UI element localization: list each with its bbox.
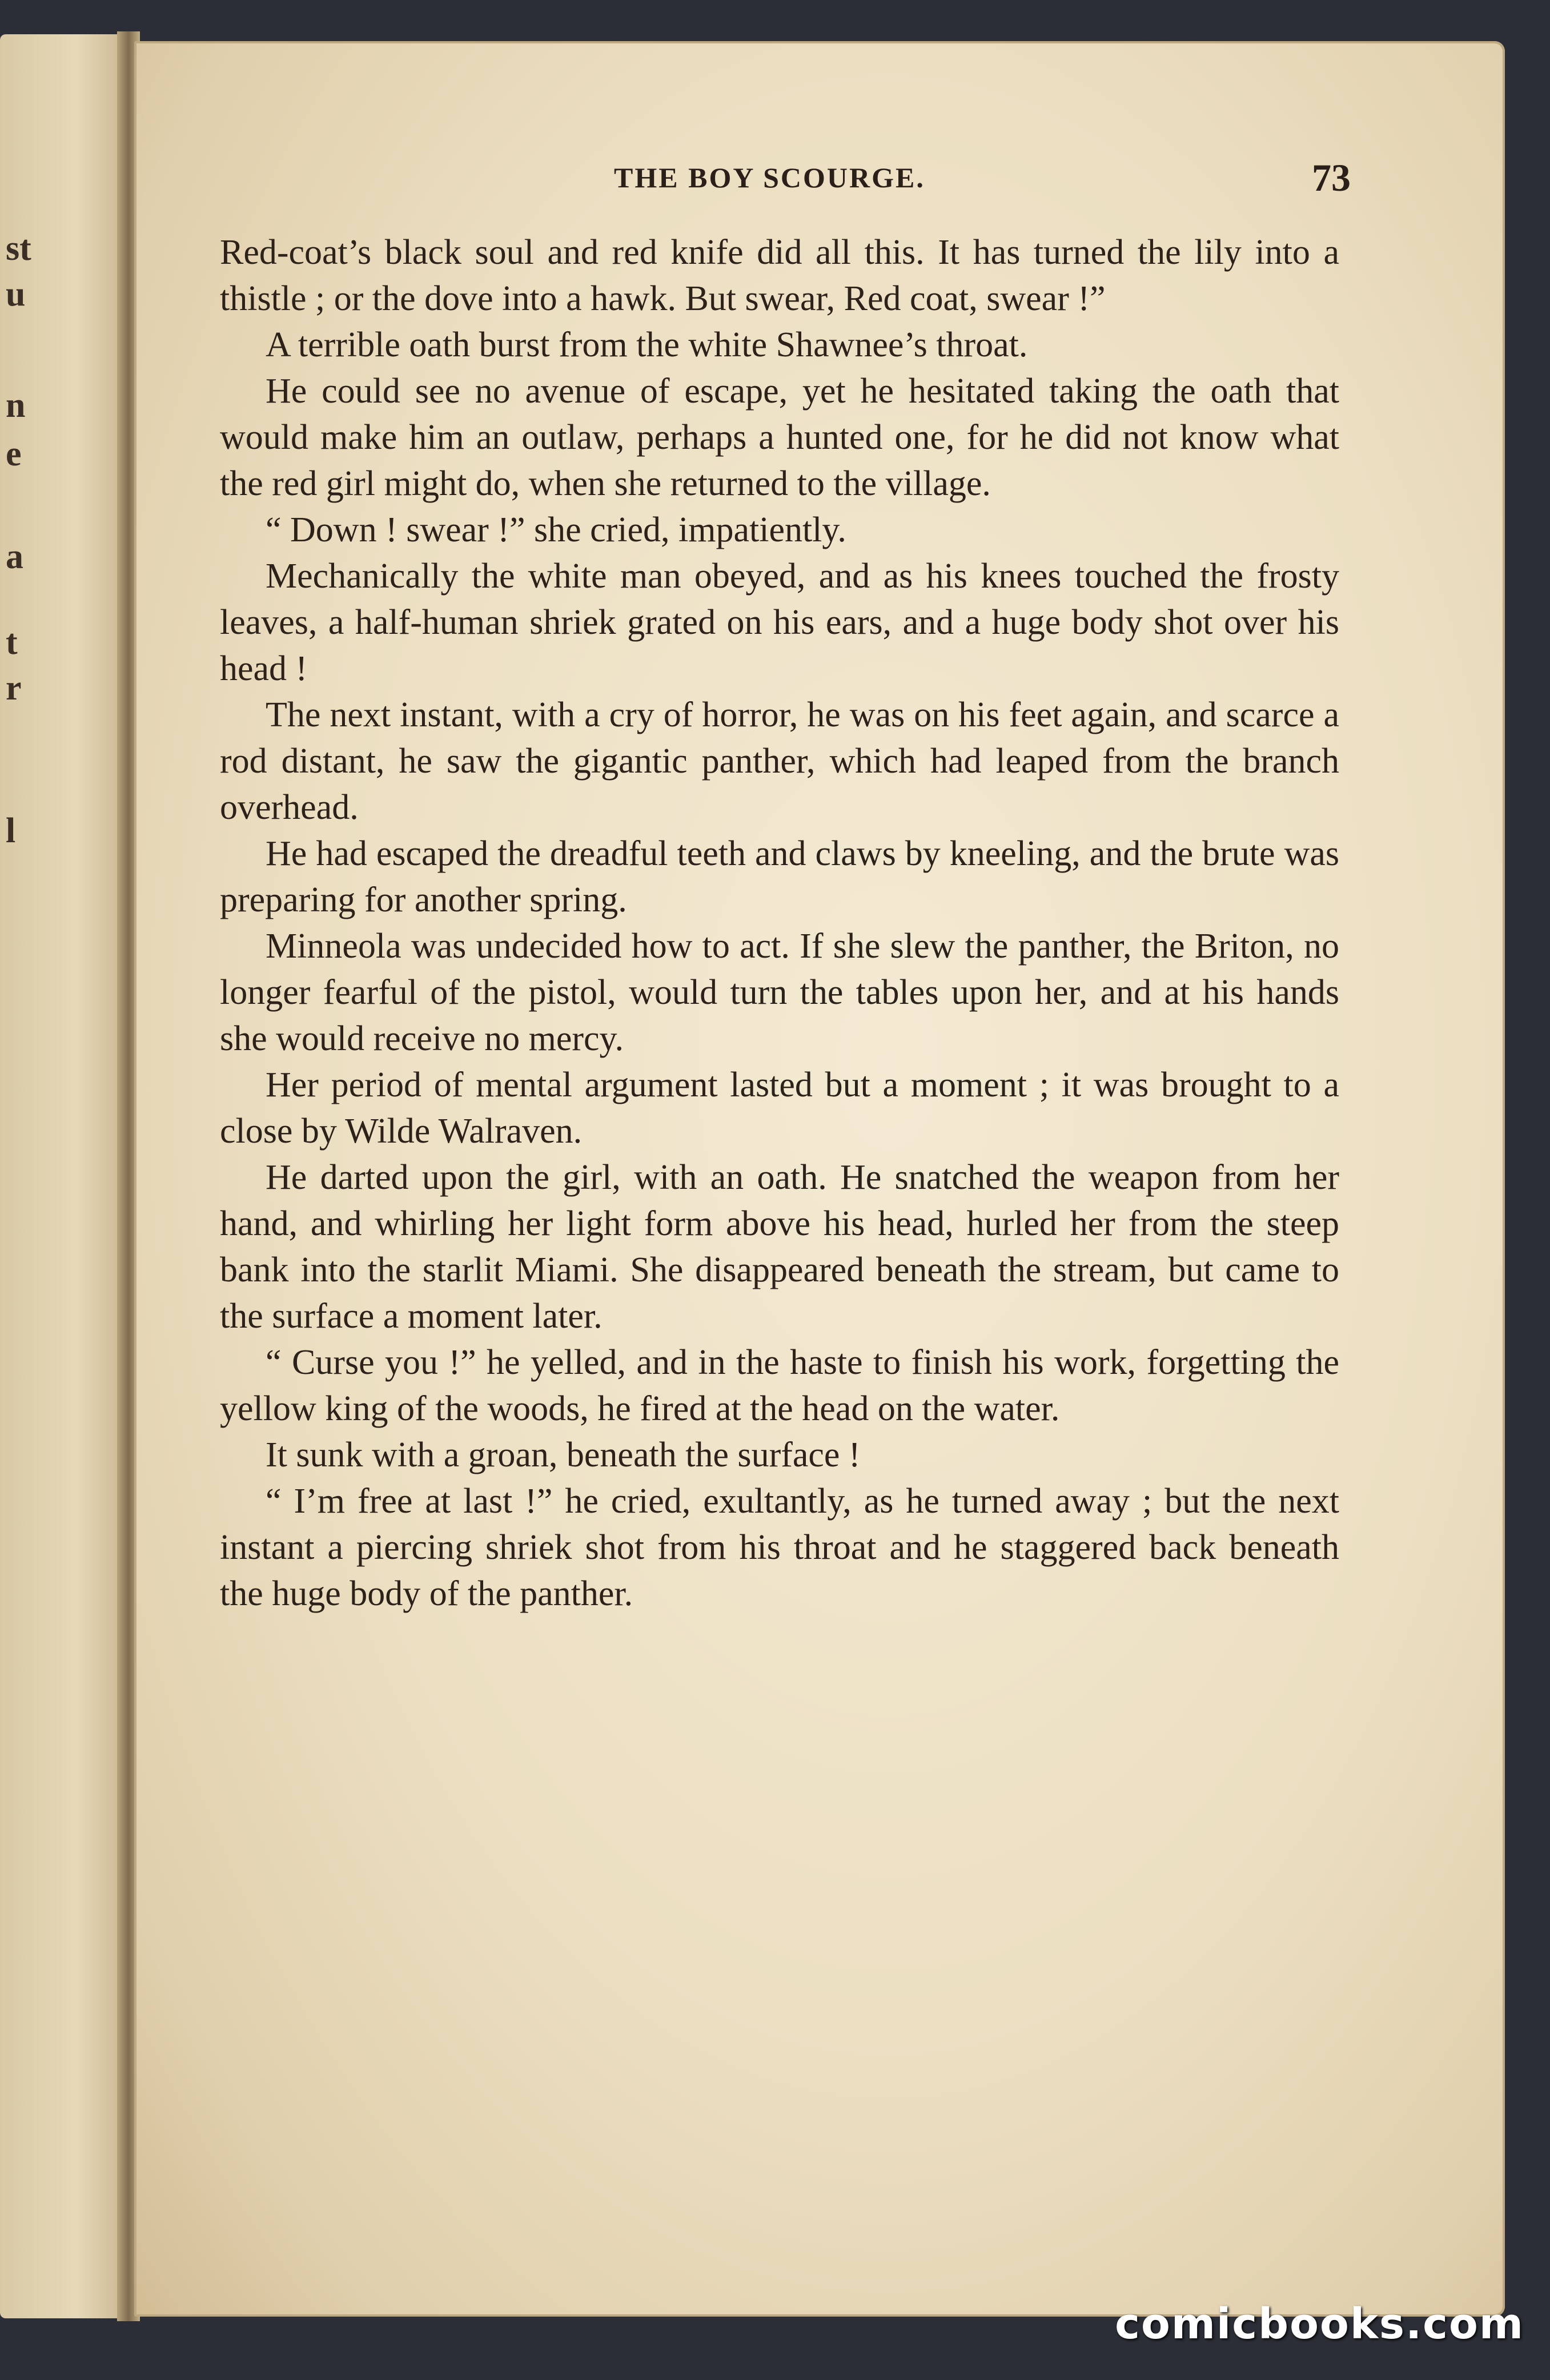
paragraph: Her period of mental argument lasted but a moment ; it was brought to a close by Wilde Walraven. — [220, 1066, 1339, 1151]
left-fragment: r — [6, 669, 22, 707]
left-fragment: l — [6, 811, 16, 850]
book-page — [134, 41, 1505, 2317]
left-fragment: t — [6, 623, 18, 662]
paragraph: Minneola was undecided how to act. If she slew the panther, the Briton, no longer fearful of the pistol, would turn the tables upon her, and at his hands she would receive no mercy. — [220, 927, 1339, 1058]
paragraph: “ Down ! swear !” she cried, impatiently. — [266, 510, 846, 549]
paragraph: A terrible oath burst from the white Shawnee’s throat. — [266, 325, 1028, 364]
running-title: THE BOY SCOURGE. — [614, 162, 925, 194]
paragraph: “ I’m free at last !” he cried, exultantly, as he turned away ; but the next instant a piercing shriek shot from his throat and he staggered back beneath the huge body of the panther. — [220, 1482, 1339, 1613]
left-page-text-fragments — [0, 34, 129, 2318]
site-watermark: comicbooks.com — [1115, 2299, 1524, 2349]
paragraph: It sunk with a groan, beneath the surface ! — [266, 1436, 861, 1474]
body-text — [220, 230, 1339, 1617]
left-fragment: u — [6, 275, 26, 313]
paragraph: Red-coat’s black soul and red knife did all this. It has turned the lily into a thistle ; or the dove into a hawk. But swear, Red coat, swear !” — [220, 233, 1339, 318]
left-page-edge — [0, 34, 129, 2318]
page-number: 73 — [1312, 156, 1351, 199]
paragraph: Mechanically the white man obeyed, and as his knees touched the frosty leaves, a half-human shriek grated on his ears, and a huge body shot over his head ! — [220, 557, 1339, 688]
paragraph: “ Curse you !” he yelled, and in the haste to finish his work, forgetting the yellow king of the woods, he fired at the head on the water. — [220, 1343, 1339, 1428]
running-head — [134, 156, 1505, 207]
paragraph: He darted upon the girl, with an oath. He snatched the weapon from her hand, and whirling her light form above his head, hurled her from the steep bank into the starlit Miami. She disappeared beneath the stream, but came to the surface a moment later. — [220, 1158, 1339, 1336]
left-fragment: st — [6, 229, 31, 268]
paragraph: He had escaped the dreadful teeth and claws by kneeling, and the brute was preparing for another spring. — [220, 834, 1339, 919]
left-fragment: n — [6, 386, 26, 425]
paragraph: He could see no avenue of escape, yet he hesitated taking the oath that would make him an outlaw, perhaps a hunted one, for he did not know what the red girl might do, when she returned to the village. — [220, 372, 1339, 503]
left-fragment: e — [6, 435, 22, 473]
left-fragment: a — [6, 537, 23, 576]
paragraph: The next instant, with a cry of horror, he was on his feet again, and scarce a rod distant, he saw the gigantic panther, which had leaped from the branch overhead. — [220, 695, 1339, 827]
